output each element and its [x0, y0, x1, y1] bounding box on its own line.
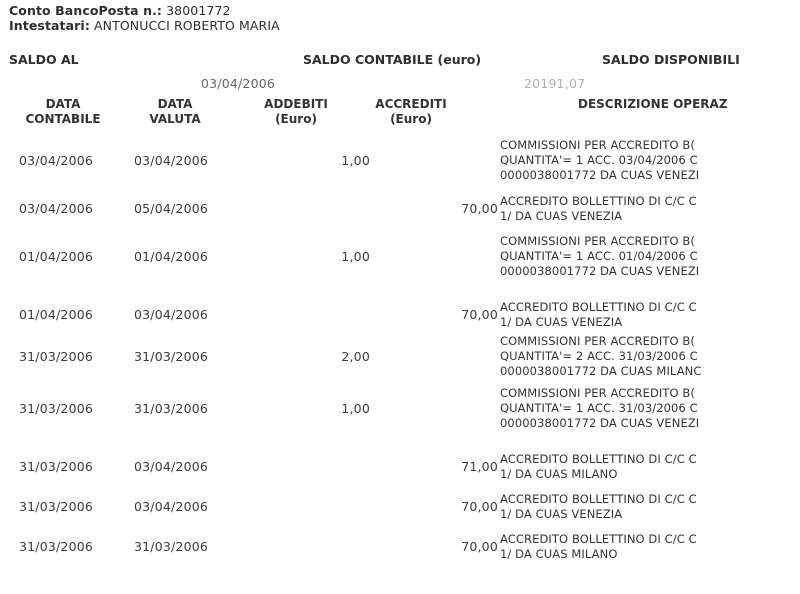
- data-contabile-cell: 03/04/2006: [19, 153, 94, 168]
- col-addebiti: ADDEBITI (Euro): [264, 97, 328, 126]
- accrediti-cell: 71,00: [461, 459, 498, 474]
- account-number: 38001772: [166, 3, 231, 18]
- addebiti-cell: 1,00: [341, 153, 370, 168]
- descrizione-line: ACCREDITO BOLLETTINO DI C/C C: [500, 452, 697, 466]
- descrizione-line: COMMISSIONI PER ACCREDITO B(: [500, 234, 695, 248]
- descrizione-line: ACCREDITO BOLLETTINO DI C/C C: [500, 492, 697, 506]
- descrizione-line: ACCREDITO BOLLETTINO DI C/C C: [500, 194, 697, 208]
- col-accrediti: ACCREDITI (Euro): [375, 97, 447, 126]
- descrizione-line: COMMISSIONI PER ACCREDITO B(: [500, 138, 695, 152]
- descrizione-cell: [500, 386, 699, 431]
- saldo-disponibile-label: SALDO DISPONIBILI: [602, 52, 740, 67]
- descrizione-line: QUANTITA'= 1 ACC. 31/03/2006 C: [500, 401, 698, 415]
- data-valuta-cell: 03/04/2006: [134, 459, 209, 474]
- descrizione-line: COMMISSIONI PER ACCREDITO B(: [500, 334, 695, 348]
- data-contabile-cell: 31/03/2006: [19, 459, 94, 474]
- addebiti-cell: 1,00: [341, 401, 370, 416]
- descrizione-cell: [500, 334, 702, 379]
- saldo-contabile-label: SALDO CONTABILE (euro): [303, 52, 482, 67]
- data-contabile-cell: 31/03/2006: [19, 349, 94, 364]
- col-descrizione: DESCRIZIONE OPERAZ: [578, 97, 728, 111]
- descrizione-line: 1/ DA CUAS MILANO: [500, 547, 618, 561]
- holders-line: [9, 18, 280, 33]
- data-valuta-cell: 05/04/2006: [134, 201, 209, 216]
- data-valuta-cell: 31/03/2006: [134, 539, 209, 554]
- accrediti-cell: 70,00: [461, 201, 498, 216]
- data-valuta-cell: 31/03/2006: [134, 401, 209, 416]
- descrizione-line: 0000038001772 DA CUAS VENEZI: [500, 264, 700, 278]
- descrizione-line: 1/ DA CUAS MILANO: [500, 467, 618, 481]
- holders-label: Intestatari:: [9, 18, 90, 33]
- data-valuta-cell: 01/04/2006: [134, 249, 209, 264]
- descrizione-cell: [500, 138, 699, 183]
- descrizione-cell: [500, 194, 697, 224]
- descrizione-line: 1/ DA CUAS VENEZIA: [500, 315, 623, 329]
- data-contabile-cell: 01/04/2006: [19, 307, 94, 322]
- saldo-date: 03/04/2006: [201, 76, 276, 91]
- descrizione-line: QUANTITA'= 2 ACC. 31/03/2006 C: [500, 349, 698, 363]
- descrizione-line: QUANTITA'= 1 ACC. 03/04/2006 C: [500, 153, 698, 167]
- descrizione-cell: [500, 300, 697, 330]
- descrizione-line: 0000038001772 DA CUAS VENEZI: [500, 168, 700, 182]
- descrizione-line: ACCREDITO BOLLETTINO DI C/C C: [500, 532, 697, 546]
- col-data-valuta: DATA VALUTA: [149, 97, 201, 126]
- data-contabile-cell: 31/03/2006: [19, 401, 94, 416]
- saldo-contabile-value: 20191,07: [524, 76, 586, 91]
- data-contabile-cell: 31/03/2006: [19, 499, 94, 514]
- data-valuta-cell: 31/03/2006: [134, 349, 209, 364]
- holders-name: ANTONUCCI ROBERTO MARIA: [94, 18, 280, 33]
- descrizione-line: QUANTITA'= 1 ACC. 01/04/2006 C: [500, 249, 698, 263]
- addebiti-cell: 1,00: [341, 249, 370, 264]
- descrizione-cell: [500, 532, 697, 562]
- accrediti-cell: 70,00: [461, 499, 498, 514]
- descrizione-line: 1/ DA CUAS VENEZIA: [500, 209, 623, 223]
- descrizione-cell: [500, 452, 697, 482]
- descrizione-line: ACCREDITO BOLLETTINO DI C/C C: [500, 300, 697, 314]
- descrizione-cell: [500, 234, 699, 279]
- descrizione-line: COMMISSIONI PER ACCREDITO B(: [500, 386, 695, 400]
- data-valuta-cell: 03/04/2006: [134, 307, 209, 322]
- accrediti-cell: 70,00: [461, 539, 498, 554]
- data-contabile-cell: 03/04/2006: [19, 201, 94, 216]
- account-label: Conto BancoPosta n.:: [9, 3, 163, 18]
- data-contabile-cell: 31/03/2006: [19, 539, 94, 554]
- accrediti-cell: 70,00: [461, 307, 498, 322]
- col-data-contabile: DATA CONTABILE: [25, 97, 101, 126]
- data-valuta-cell: 03/04/2006: [134, 153, 209, 168]
- data-contabile-cell: 01/04/2006: [19, 249, 94, 264]
- descrizione-line: 0000038001772 DA CUAS MILANC: [500, 364, 702, 378]
- saldo-al-label: SALDO AL: [9, 52, 79, 67]
- data-valuta-cell: 03/04/2006: [134, 499, 209, 514]
- addebiti-cell: 2,00: [341, 349, 370, 364]
- descrizione-cell: [500, 492, 697, 522]
- descrizione-line: 1/ DA CUAS VENEZIA: [500, 507, 623, 521]
- account-line: [9, 3, 231, 18]
- descrizione-line: 0000038001772 DA CUAS VENEZI: [500, 416, 700, 430]
